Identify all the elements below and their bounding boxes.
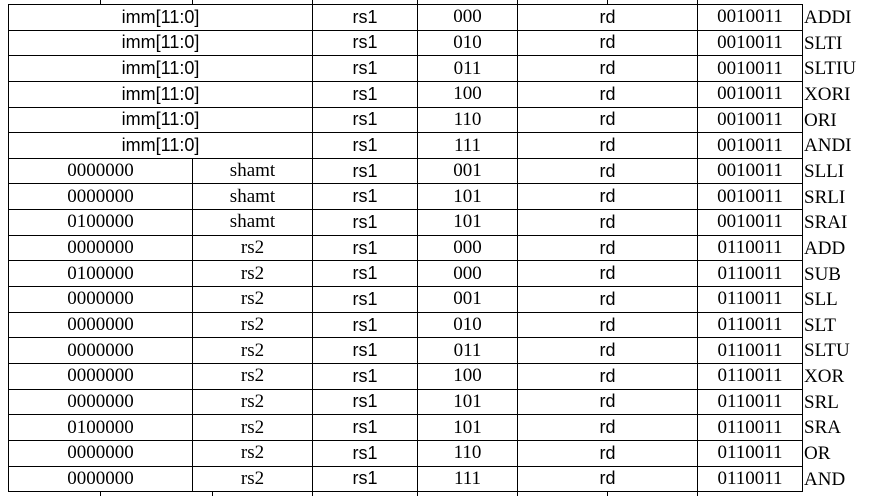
instruction-mnemonic: SRAI <box>804 212 848 234</box>
funct3-field: 011 <box>418 338 518 364</box>
funct3-field: 101 <box>418 184 518 210</box>
rs1-field: rs1 <box>313 390 418 416</box>
opcode-field: 0010011 <box>698 133 803 159</box>
column-divider <box>417 491 418 496</box>
rs2-field: rs2 <box>193 338 313 364</box>
imm-field: imm[11:0] <box>9 82 313 108</box>
opcode-field: 0010011 <box>698 56 803 82</box>
funct7-field: 0000000 <box>9 313 193 339</box>
rd-field: rd <box>518 56 698 82</box>
funct3-field: 000 <box>418 236 518 262</box>
instruction-encoding-table <box>8 4 803 492</box>
imm-field: imm[11:0] <box>9 31 313 57</box>
table-row <box>9 31 803 57</box>
funct3-field: 000 <box>418 5 518 31</box>
funct3-field: 100 <box>418 364 518 390</box>
instruction-mnemonic: SLLI <box>804 160 845 182</box>
funct3-field: 101 <box>418 415 518 441</box>
table-row <box>9 338 803 364</box>
imm-field: imm[11:0] <box>9 5 313 31</box>
rd-field: rd <box>518 184 698 210</box>
funct7-field: 0100000 <box>9 261 193 287</box>
imm-field: imm[11:0] <box>9 108 313 134</box>
table-row <box>9 261 803 287</box>
instruction-mnemonic: SRL <box>804 391 839 413</box>
rd-field: rd <box>518 133 698 159</box>
opcode-field: 0110011 <box>698 313 803 339</box>
opcode-field: 0010011 <box>698 184 803 210</box>
column-divider <box>697 491 698 496</box>
instruction-mnemonic: SLL <box>804 289 838 311</box>
table-row <box>9 5 803 31</box>
opcode-field: 0110011 <box>698 390 803 416</box>
instruction-mnemonic: OR <box>804 443 831 465</box>
funct3-field: 110 <box>418 108 518 134</box>
instruction-mnemonic: XORI <box>804 83 851 105</box>
opcode-field: 0110011 <box>698 287 803 313</box>
rs1-field: rs1 <box>313 108 418 134</box>
funct7-field: 0000000 <box>9 287 193 313</box>
opcode-field: 0110011 <box>698 364 803 390</box>
opcode-field: 0110011 <box>698 467 803 493</box>
table-row <box>9 287 803 313</box>
funct3-field: 001 <box>418 159 518 185</box>
instruction-mnemonic: SRLI <box>804 186 846 208</box>
rd-field: rd <box>518 364 698 390</box>
rs2-field: rs2 <box>193 313 313 339</box>
rs1-field: rs1 <box>313 287 418 313</box>
funct3-field: 010 <box>418 31 518 57</box>
opcode-field: 0010011 <box>698 5 803 31</box>
funct3-field: 111 <box>418 133 518 159</box>
column-divider <box>212 491 213 496</box>
table-row <box>9 82 803 108</box>
funct3-field: 110 <box>418 441 518 467</box>
funct7-field: 0100000 <box>9 415 193 441</box>
rd-field: rd <box>518 210 698 236</box>
rd-field: rd <box>518 236 698 262</box>
funct3-field: 001 <box>418 287 518 313</box>
rs2-field: rs2 <box>193 287 313 313</box>
instruction-mnemonic: SLTU <box>804 340 850 362</box>
table-row <box>9 108 803 134</box>
instruction-mnemonic: ORI <box>804 109 837 131</box>
rd-field: rd <box>518 287 698 313</box>
instruction-mnemonic: ADD <box>804 237 846 259</box>
instruction-mnemonic: ADDI <box>804 7 852 28</box>
rs1-field: rs1 <box>313 82 418 108</box>
opcode-field: 0010011 <box>698 82 803 108</box>
rs1-field: rs1 <box>313 133 418 159</box>
funct7-field: 0000000 <box>9 159 193 185</box>
rs2-field: rs2 <box>193 261 313 287</box>
column-divider <box>100 491 101 496</box>
column-divider <box>607 491 608 496</box>
rd-field: rd <box>518 159 698 185</box>
rs2-field: rs2 <box>193 467 313 493</box>
funct7-field: 0000000 <box>9 184 193 210</box>
opcode-field: 0010011 <box>698 159 803 185</box>
rd-field: rd <box>518 313 698 339</box>
column-divider <box>312 491 313 496</box>
funct7-field: 0000000 <box>9 236 193 262</box>
rs1-field: rs1 <box>313 210 418 236</box>
rd-field: rd <box>518 5 698 31</box>
instruction-mnemonic: SLT <box>804 314 837 336</box>
rd-field: rd <box>518 338 698 364</box>
table-row <box>9 467 803 493</box>
funct7-field: 0000000 <box>9 390 193 416</box>
table-row <box>9 364 803 390</box>
rs1-field: rs1 <box>313 415 418 441</box>
rs1-field: rs1 <box>313 236 418 262</box>
funct7-field: 0100000 <box>9 210 193 236</box>
rs2-field: shamt <box>193 159 313 185</box>
rs2-field: rs2 <box>193 441 313 467</box>
funct3-field: 011 <box>418 56 518 82</box>
opcode-field: 0010011 <box>698 108 803 134</box>
funct7-field: 0000000 <box>9 338 193 364</box>
rs1-field: rs1 <box>313 313 418 339</box>
rs1-field: rs1 <box>313 364 418 390</box>
rd-field: rd <box>518 31 698 57</box>
rd-field: rd <box>518 108 698 134</box>
table-row <box>9 133 803 159</box>
funct7-field: 0000000 <box>9 364 193 390</box>
opcode-field: 0110011 <box>698 415 803 441</box>
rs1-field: rs1 <box>313 338 418 364</box>
instruction-mnemonic: XOR <box>804 366 845 388</box>
rd-field: rd <box>518 441 698 467</box>
rs2-field: rs2 <box>193 364 313 390</box>
rd-field: rd <box>518 261 698 287</box>
funct3-field: 100 <box>418 82 518 108</box>
table-row <box>9 390 803 416</box>
rs2-field: rs2 <box>193 390 313 416</box>
rs1-field: rs1 <box>313 261 418 287</box>
rs2-field: rs2 <box>193 415 313 441</box>
rs2-field: shamt <box>193 210 313 236</box>
table-row <box>9 184 803 210</box>
rs1-field: rs1 <box>313 441 418 467</box>
table-row <box>9 236 803 262</box>
table-row <box>9 210 803 236</box>
opcode-field: 0110011 <box>698 236 803 262</box>
instruction-mnemonic: SRA <box>804 417 841 439</box>
funct7-field: 0000000 <box>9 441 193 467</box>
rd-field: rd <box>518 82 698 108</box>
imm-field: imm[11:0] <box>9 56 313 82</box>
instruction-mnemonic: SLTI <box>804 32 843 54</box>
table-row <box>9 415 803 441</box>
imm-field: imm[11:0] <box>9 133 313 159</box>
opcode-field: 0010011 <box>698 210 803 236</box>
rs1-field: rs1 <box>313 467 418 493</box>
rs1-field: rs1 <box>313 5 418 31</box>
funct3-field: 000 <box>418 261 518 287</box>
opcode-field: 0110011 <box>698 441 803 467</box>
rs2-field: rs2 <box>193 236 313 262</box>
rd-field: rd <box>518 415 698 441</box>
funct3-field: 111 <box>418 467 518 493</box>
rs2-field: shamt <box>193 184 313 210</box>
funct3-field: 010 <box>418 313 518 339</box>
opcode-field: 0110011 <box>698 261 803 287</box>
funct3-field: 101 <box>418 210 518 236</box>
rs1-field: rs1 <box>313 184 418 210</box>
table-row <box>9 159 803 185</box>
table-row <box>9 56 803 82</box>
rs1-field: rs1 <box>313 56 418 82</box>
instruction-mnemonic: SLTIU <box>804 58 857 80</box>
table-row <box>9 441 803 467</box>
instruction-mnemonic: SUB <box>804 263 841 285</box>
rs1-field: rs1 <box>313 159 418 185</box>
opcode-field: 0110011 <box>698 338 803 364</box>
instruction-mnemonic: ANDI <box>804 135 852 157</box>
rd-field: rd <box>518 467 698 493</box>
table-bottom-edge <box>8 491 802 496</box>
funct7-field: 0000000 <box>9 467 193 493</box>
funct3-field: 101 <box>418 390 518 416</box>
opcode-field: 0010011 <box>698 31 803 57</box>
rs1-field: rs1 <box>313 31 418 57</box>
table-row <box>9 313 803 339</box>
column-divider <box>517 491 518 496</box>
instruction-mnemonic: AND <box>804 468 846 490</box>
rd-field: rd <box>518 390 698 416</box>
